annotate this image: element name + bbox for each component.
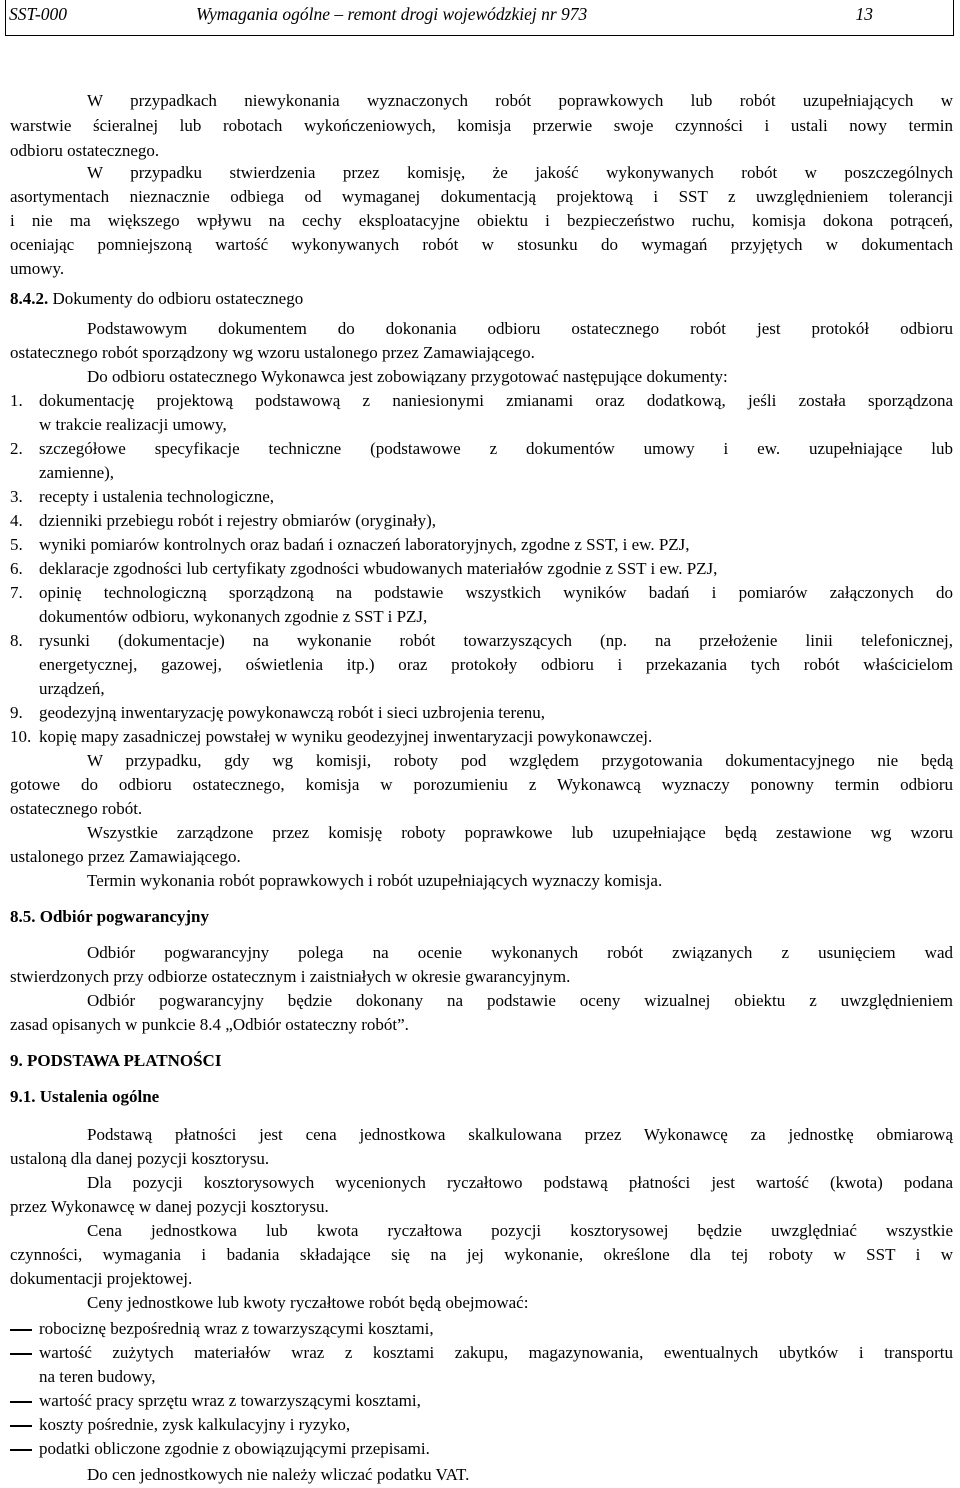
bullet-item-text: koszty pośrednie, zysk kalkulacyjny i ryzyko, bbox=[39, 1415, 351, 1434]
paragraph-line: ostatecznego robót. bbox=[10, 799, 143, 818]
section-heading bbox=[10, 1086, 159, 1108]
list-item-text: energetycznej, gazowej, oświetlenia itp.) oraz protokoły odbioru i przekazania tych robót właścicielom bbox=[39, 655, 953, 674]
list-item-text: opinię technologiczną sporządzoną na podstawie wszystkich wyników badań i pomiarów załączonych do bbox=[39, 583, 953, 602]
list-item-number: 7. bbox=[10, 583, 23, 602]
section-heading bbox=[10, 906, 209, 928]
dash-bullet-icon bbox=[10, 1329, 32, 1331]
paragraph-line: Do cen jednostkowych nie należy wliczać podatku VAT. bbox=[87, 1465, 470, 1484]
section-number: 8.5. bbox=[10, 907, 36, 926]
list-item-text: dokumentów odbioru, wykonanych zgodnie z SST i PZJ, bbox=[39, 607, 428, 626]
bullet-item-text: wartość pracy sprzętu wraz z towarzyszącymi kosztami, bbox=[39, 1391, 421, 1410]
paragraph-line: Dla pozycji kosztorysowych wycenionych ryczałtowo podstawą płatności jest wartość (kwota) podana bbox=[87, 1173, 953, 1192]
dash-bullet-icon bbox=[10, 1425, 32, 1427]
paragraph-line: odbioru ostatecznego. bbox=[10, 141, 160, 160]
paragraph-line: Do odbioru ostatecznego Wykonawca jest zobowiązany przygotować następujące dokumenty: bbox=[87, 367, 728, 386]
list-item-number: 4. bbox=[10, 511, 23, 530]
list-item-text: recepty i ustalenia technologiczne, bbox=[39, 487, 275, 506]
section-heading bbox=[10, 1050, 221, 1072]
list-item-number: 10. bbox=[10, 727, 32, 746]
section-title: Dokumenty do odbioru ostatecznego bbox=[48, 289, 304, 308]
paragraph-line: Podstawowym dokumentem do dokonania odbioru ostatecznego robót jest protokół odbioru bbox=[87, 319, 953, 338]
section-number: 9.1. bbox=[10, 1087, 36, 1106]
paragraph-line: Odbiór pogwarancyjny polega na ocenie wykonanych robót związanych z usunięciem wad bbox=[87, 943, 953, 962]
paragraph-line: gotowe do odbioru ostatecznego, komisja w porozumieniu z Wykonawcą wyznaczy ponowny termin odbioru bbox=[10, 775, 953, 794]
paragraph-line: dokumentacji projektowej. bbox=[10, 1269, 193, 1288]
paragraph-line: Termin wykonania robót poprawkowych i robót uzupełniających wyznaczy komisja. bbox=[87, 871, 663, 890]
paragraph-line: asortymentach nieznacznie odbiega od wymaganej dokumentacją projektową i SST z uwzględnieniem tolerancji bbox=[10, 187, 953, 206]
paragraph-line: W przypadkach niewykonania wyznaczonych robót poprawkowych lub robót uzupełniających w bbox=[87, 91, 953, 110]
list-item-number: 1. bbox=[10, 391, 23, 410]
paragraph-line: warstwie ścieralnej lub robotach wykończeniowych, komisja przerwie swoje czynności i ustali nowy termin bbox=[10, 116, 953, 135]
paragraph-line: ostatecznego robót sporządzony wg wzoru ustalonego przez Zamawiającego. bbox=[10, 343, 535, 362]
list-item-text: rysunki (dokumentacje) na wykonanie robót towarzyszących (np. na przełożenie linii telefonicznej, bbox=[39, 631, 953, 650]
paragraph-line: Cena jednostkowa lub kwota ryczałtowa pozycji kosztorysowej będzie uwzględniać wszystkie bbox=[87, 1221, 953, 1240]
list-item-number: 2. bbox=[10, 439, 23, 458]
list-item-text: w trakcie realizacji umowy, bbox=[39, 415, 227, 434]
paragraph-line: ustalonego przez Zamawiającego. bbox=[10, 847, 241, 866]
list-item-text: deklaracje zgodności lub certyfikaty zgodności wbudowanych materiałów zgodnie z SST i ew. PZJ, bbox=[39, 559, 718, 578]
paragraph-line: umowy. bbox=[10, 259, 65, 278]
document-title: Wymagania ogólne – remont drogi wojewódzkiej nr 973 bbox=[196, 4, 588, 24]
paragraph-line: ustaloną dla danej pozycji kosztorysu. bbox=[10, 1149, 270, 1168]
paragraph-line: W przypadku, gdy wg komisji, roboty pod względem przygotowania dokumentacyjnego nie będą bbox=[87, 751, 953, 770]
section-number: 8.4.2. bbox=[10, 289, 49, 308]
list-item-number: 3. bbox=[10, 487, 23, 506]
paragraph-line: stwierdzonych przy odbiorze ostatecznym i zaistniałych w okresie gwarancyjnym. bbox=[10, 967, 571, 986]
bullet-item-text: podatki obliczone zgodnie z obowiązującymi przepisami. bbox=[39, 1439, 430, 1458]
paragraph-line: Odbiór pogwarancyjny będzie dokonany na podstawie oceny wizualnej obiektu z uwzględnieniem bbox=[87, 991, 953, 1010]
list-item-text: dzienniki przebiegu robót i rejestry obmiarów (oryginały), bbox=[39, 511, 437, 530]
list-item-number: 6. bbox=[10, 559, 23, 578]
list-item-text: geodezyjną inwentaryzację powykonawczą robót i sieci uzbrojenia terenu, bbox=[39, 703, 545, 722]
list-item-number: 9. bbox=[10, 703, 23, 722]
bullet-item-text: na teren budowy, bbox=[39, 1367, 156, 1386]
section-heading bbox=[10, 288, 303, 310]
paragraph-line: Ceny jednostkowe lub kwoty ryczałtowe robót będą obejmować: bbox=[87, 1293, 529, 1312]
paragraph-line: W przypadku stwierdzenia przez komisję, że jakość wykonywanych robót w poszczególnych bbox=[87, 163, 953, 182]
bullet-item-text: wartość zużytych materiałów wraz z kosztami zakupu, magazynowania, ewentualnych ubytków i transportu bbox=[39, 1343, 953, 1362]
page-number: 13 bbox=[855, 4, 873, 24]
list-item-text: szczegółowe specyfikacje techniczne (podstawowe z dokumentów umowy i ew. uzupełniające lub bbox=[39, 439, 953, 458]
paragraph-line: i nie ma większego wpływu na cechy eksploatacyjne obiektu i bezpieczeństwo ruchu, komisja dokona potrąceń, bbox=[10, 211, 953, 230]
list-item-text: dokumentację projektową podstawową z naniesionymi zmianami oraz dodatkową, jeśli została sporządzona bbox=[39, 391, 953, 410]
list-item-number: 5. bbox=[10, 535, 23, 554]
section-title: PODSTAWA PŁATNOŚCI bbox=[22, 1051, 222, 1070]
section-title: Odbiór pogwarancyjny bbox=[35, 907, 209, 926]
dash-bullet-icon bbox=[10, 1401, 32, 1403]
paragraph-line: przez Wykonawcę w danej pozycji kosztorysu. bbox=[10, 1197, 329, 1216]
section-number: 9. bbox=[10, 1051, 23, 1070]
list-item-text: kopię mapy zasadniczej powstałej w wyniku geodezyjnej inwentaryzacji powykonawczej. bbox=[39, 727, 653, 746]
section-title: Ustalenia ogólne bbox=[35, 1087, 160, 1106]
paragraph-line: Wszystkie zarządzone przez komisję roboty poprawkowe lub uzupełniające będą zestawione wg wzoru bbox=[87, 823, 953, 842]
page-header bbox=[5, 0, 954, 36]
paragraph-line: zasad opisanych w punkcie 8.4 „Odbiór ostateczny robót”. bbox=[10, 1015, 409, 1034]
spec-code: SST-000 bbox=[9, 4, 68, 24]
list-item-text: zamienne), bbox=[39, 463, 115, 482]
list-item-text: wyniki pomiarów kontrolnych oraz badań i oznaczeń laboratoryjnych, zgodne z SST, i ew. PZJ, bbox=[39, 535, 690, 554]
paragraph-line: czynności, wymagania i badania składające się na jej wykonanie, określone dla tej roboty w SST i w bbox=[10, 1245, 953, 1264]
paragraph-line: Podstawą płatności jest cena jednostkowa skalkulowana przez Wykonawcę za jednostkę obmiarową bbox=[87, 1125, 953, 1144]
bullet-item-text: robociznę bezpośrednią wraz z towarzyszącymi kosztami, bbox=[39, 1319, 434, 1338]
paragraph-line: oceniając pomniejszoną wartość wykonywanych robót w stosunku do wymagań przyjętych w dokumentach bbox=[10, 235, 953, 254]
dash-bullet-icon bbox=[10, 1449, 32, 1451]
dash-bullet-icon bbox=[10, 1353, 32, 1355]
list-item-text: urządzeń, bbox=[39, 679, 105, 698]
list-item-number: 8. bbox=[10, 631, 23, 650]
